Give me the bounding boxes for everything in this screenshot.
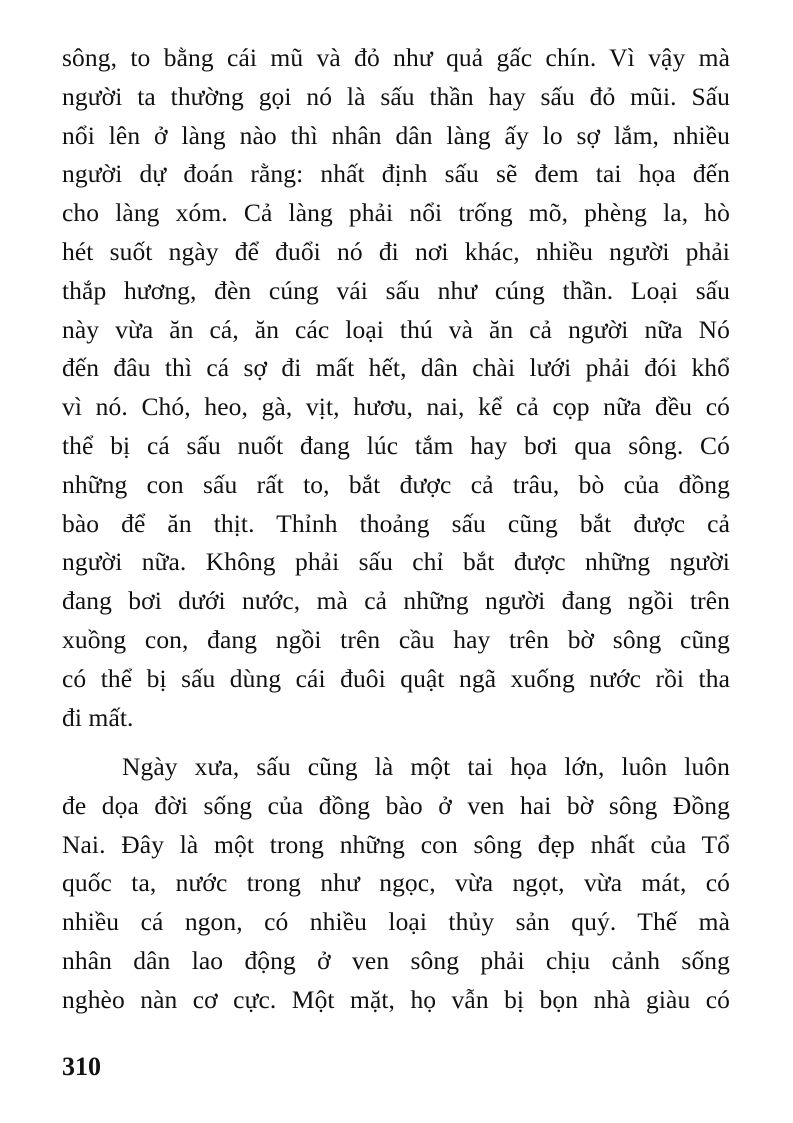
text-line: quốc ta, nước trong như ngọc, vừa ngọt, vừa mát, có xyxy=(62,868,730,898)
text-line: đến đâu thì cá sợ đi mất hết, dân chài lưới phải đói khổ xyxy=(62,353,730,383)
text-line: cho làng xóm. Cả làng phải nổi trống mõ, phèng la, hò xyxy=(62,198,730,228)
text-line: bào để ăn thịt. Thỉnh thoảng sấu cũng bắt được cả xyxy=(62,508,730,538)
text-line: hét suốt ngày để đuổi nó đi nơi khác, nhiều người phải xyxy=(62,236,730,266)
text-line: đe dọa đời sống của đồng bào ở ven hai bờ sông Đồng xyxy=(62,790,730,820)
text-line: nhân dân lao động ở ven sông phải chịu cảnh sống xyxy=(62,945,730,975)
text-line: đi mất. xyxy=(62,702,134,732)
text-line: người ta thường gọi nó là sấu thần hay sấu đỏ mũi. Sấu xyxy=(62,81,730,111)
text-line: nổi lên ở làng nào thì nhân dân làng ấy lo sợ lắm, nhiều xyxy=(62,120,730,150)
text-line: đang bơi dưới nước, mà cả những người đang ngồi trên xyxy=(62,586,730,616)
text-line: này vừa ăn cá, ăn các loại thú và ăn cả người nữa Nó xyxy=(62,314,730,344)
text-line: người nữa. Không phải sấu chỉ bắt được những người xyxy=(62,547,730,577)
text-line: người dự đoán rằng: nhất định sấu sẽ đem tai họa đến xyxy=(62,159,730,189)
text-line: có thể bị sấu dùng cái đuôi quật ngã xuống nước rồi tha xyxy=(62,663,730,693)
text-line: sông, to bằng cái mũ và đỏ như quả gấc chín. Vì vậy mà xyxy=(62,43,730,72)
text-line: Ngày xưa, sấu cũng là một tai họa lớn, luôn luôn xyxy=(122,752,730,781)
paragraph-2 xyxy=(62,748,730,1020)
page-number: 310 xyxy=(62,1052,101,1081)
text-line: nhiều cá ngon, có nhiều loại thủy sản quý. Thế mà xyxy=(62,907,730,937)
text-line: những con sấu rất to, bắt được cả trâu, bò của đồng xyxy=(62,469,730,499)
paragraph-1 xyxy=(62,39,730,737)
text-line: xuồng con, đang ngồi trên cầu hay trên bờ sông cũng xyxy=(62,624,730,654)
text-line: nghèo nàn cơ cực. Một mặt, họ vẫn bị bọn nhà giàu có xyxy=(62,984,730,1014)
text-line: Nai. Đây là một trong những con sông đẹp nhất của Tổ xyxy=(62,829,730,859)
text-line: thể bị cá sấu nuốt đang lúc tắm hay bơi qua sông. Có xyxy=(62,430,730,460)
text-line: vì nó. Chó, heo, gà, vịt, hươu, nai, kể cả cọp nữa đều có xyxy=(62,392,730,422)
text-line: thắp hương, đèn cúng vái sấu như cúng thần. Loại sấu xyxy=(62,275,730,305)
